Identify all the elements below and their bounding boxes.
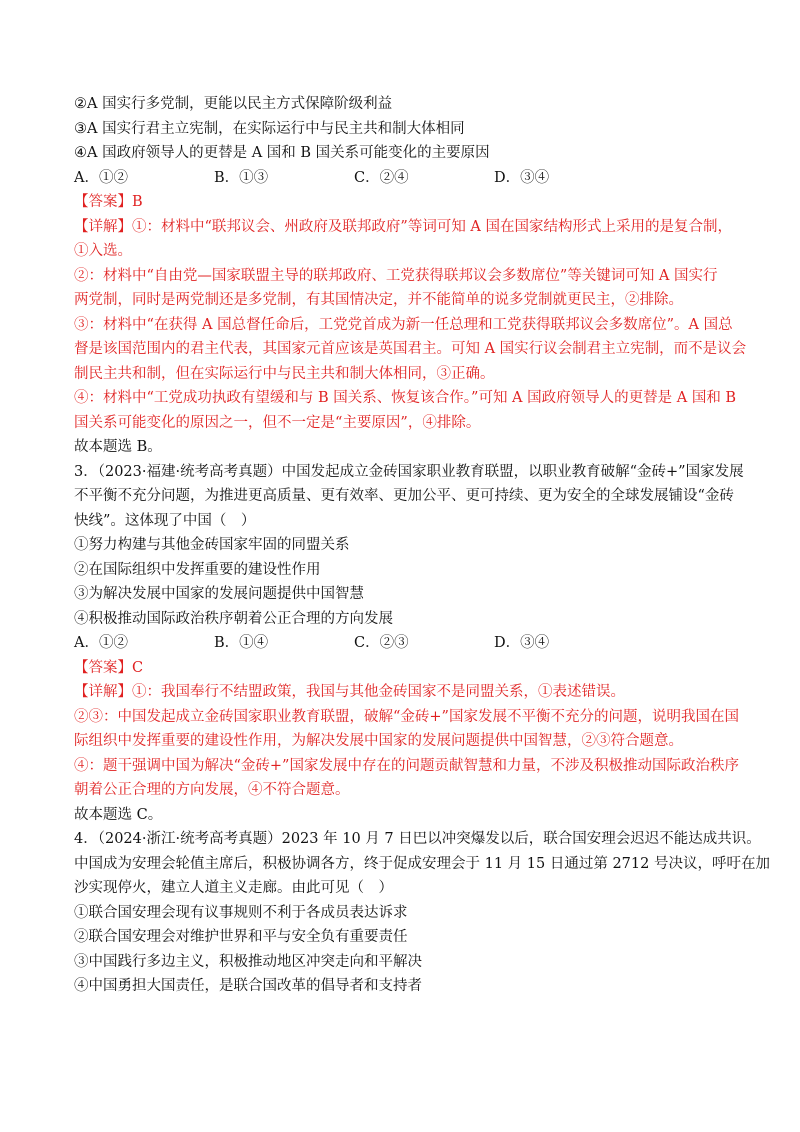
q3-detail-line: 朝着公正合理的方向发展，④不符合题意。 (74, 782, 350, 798)
q3-statement: ②在国际组织中发挥重要的建设性作用 (74, 561, 321, 578)
q2-detail-line: 督是该国范围内的君主代表，其国家元首应该是英国君主。可知 A 国实行议会制君主立宪制，而不是议会 (74, 341, 747, 357)
q4-statement: ①联合国安理会现有议事规则不利于各成员表达诉求 (74, 904, 408, 921)
q2-conclusion: 故本题选 B。 (74, 439, 162, 455)
q3-conclusion: 故本题选 C。 (74, 806, 163, 823)
q2-statement: ③A 国实行君主立宪制，在实际运行中与民主共和制大体相同 (74, 120, 465, 137)
q3-detail-line: 际组织中发挥重要的建设性作用，为解决发展中国家的发展问题提供中国智慧，②③符合题意。 (74, 733, 683, 749)
q2-statement: ②A 国实行多党制，更能以民主方式保障阶级利益 (74, 96, 393, 112)
q3-stem-line: 快线”。这体现了中国（ ） (74, 512, 256, 529)
q2-statement: ④A 国政府领导人的更替是 A 国和 B 国关系可能变化的主要原因 (74, 145, 490, 161)
q3-stem-line: 不平衡不充分问题，为推进更高质量、更有效率、更加公平、更可持续、更为安全的全球发展铺设“金砖 (74, 488, 734, 504)
q3-options (74, 631, 734, 656)
q4-statement: ④中国勇担大国责任，是联合国改革的倡导者和支持者 (74, 978, 422, 994)
q2-detail-line: 制民主共和制，但在实际运行中与民主共和制大体相同，③正确。 (74, 365, 495, 382)
q4-stem-line: 中国成为安理会轮值主席后，积极协调各方，终于促成安理会于 11 月 15 日通过第 2712 号决议，呼吁在加 (74, 855, 770, 872)
q2-option-a: A．①② (74, 169, 128, 186)
q2-detail-line: ①入选。 (74, 243, 132, 259)
q3-detail-line: ④：题干强调中国为解决“金砖+”国家发展中存在的问题贡献智慧和力量，不涉及积极推动国际政治秩序 (74, 757, 739, 774)
page-content (74, 92, 770, 999)
q3-detail-line: 【详解】①：我国奉行不结盟政策，我国与其他金砖国家不是同盟关系，①表述错误。 (74, 684, 625, 700)
q3-option-c: C．②③ (354, 635, 409, 651)
q3-option-b: B．①④ (214, 635, 269, 651)
q2-detail-line: 两党制，同时是两党制还是多党制，有其国情决定，并不能简单的说多党制就更民主，②排除。 (74, 292, 683, 308)
q2-option-b: B．①③ (214, 169, 269, 186)
q4-statement: ③中国践行多边主义，积极推动地区冲突走向和平解决 (74, 953, 422, 970)
q4-stem-line: 4．（2024·浙江·统考高考真题）2023 年 10 月 7 日巴以冲突爆发以后，联合国安理会迟迟不能达成共识。 (74, 831, 761, 847)
q3-statement: ③为解决发展中国家的发展问题提供中国智慧 (74, 586, 364, 602)
q2-options (74, 166, 734, 191)
q2-option-d: D．③④ (494, 169, 550, 186)
q3-option-d: D．③④ (494, 635, 550, 651)
q3-answer: 【答案】C (74, 659, 144, 676)
q3-stem-line: 3．（2023·福建·统考高考真题）中国发起成立金砖国家职业教育联盟，以职业教育破解“金砖+”国家发展 (74, 463, 744, 480)
q3-statement: ④积极推动国际政治秩序朝着公正合理的方向发展 (74, 610, 393, 627)
q2-detail-line: 国关系可能变化的原因之一，但不一定是“主要原因”，④排除。 (74, 414, 481, 431)
q3-detail-line: ②③：中国发起成立金砖国家职业教育联盟，破解“金砖+”国家发展不平衡不充分的问题，说明我国在国 (74, 708, 739, 725)
q2-detail-line: ④：材料中“工党成功执政有望缓和与 B 国关系、恢复该合作。”可知 A 国政府领导人的更替是 A 国和 B (74, 390, 737, 406)
q2-detail-line: ②：材料中“自由党—国家联盟主导的联邦政府、工党获得联邦议会多数席位”等关键词可知 A 国实行 (74, 267, 718, 284)
q2-detail-line: 【详解】①：材料中“联邦议会、州政府及联邦政府”等词可知 A 国在国家结构形式上采用的是复合制， (74, 218, 733, 235)
q2-detail-line: ③：材料中“在获得 A 国总督任命后，工党党首成为新一任总理和工党获得联邦议会多数席位”。A 国总 (74, 316, 733, 333)
q3-option-a: A．①② (74, 635, 128, 651)
q3-statement: ①努力构建与其他金砖国家牢固的同盟关系 (74, 537, 350, 553)
q4-stem-line: 沙实现停火，建立人道主义走廊。由此可见（ ） (74, 880, 393, 896)
q4-statement: ②联合国安理会对维护世界和平与安全负有重要责任 (74, 929, 408, 945)
q2-option-c: C．②④ (354, 169, 409, 186)
q2-answer: 【答案】B (74, 194, 143, 210)
